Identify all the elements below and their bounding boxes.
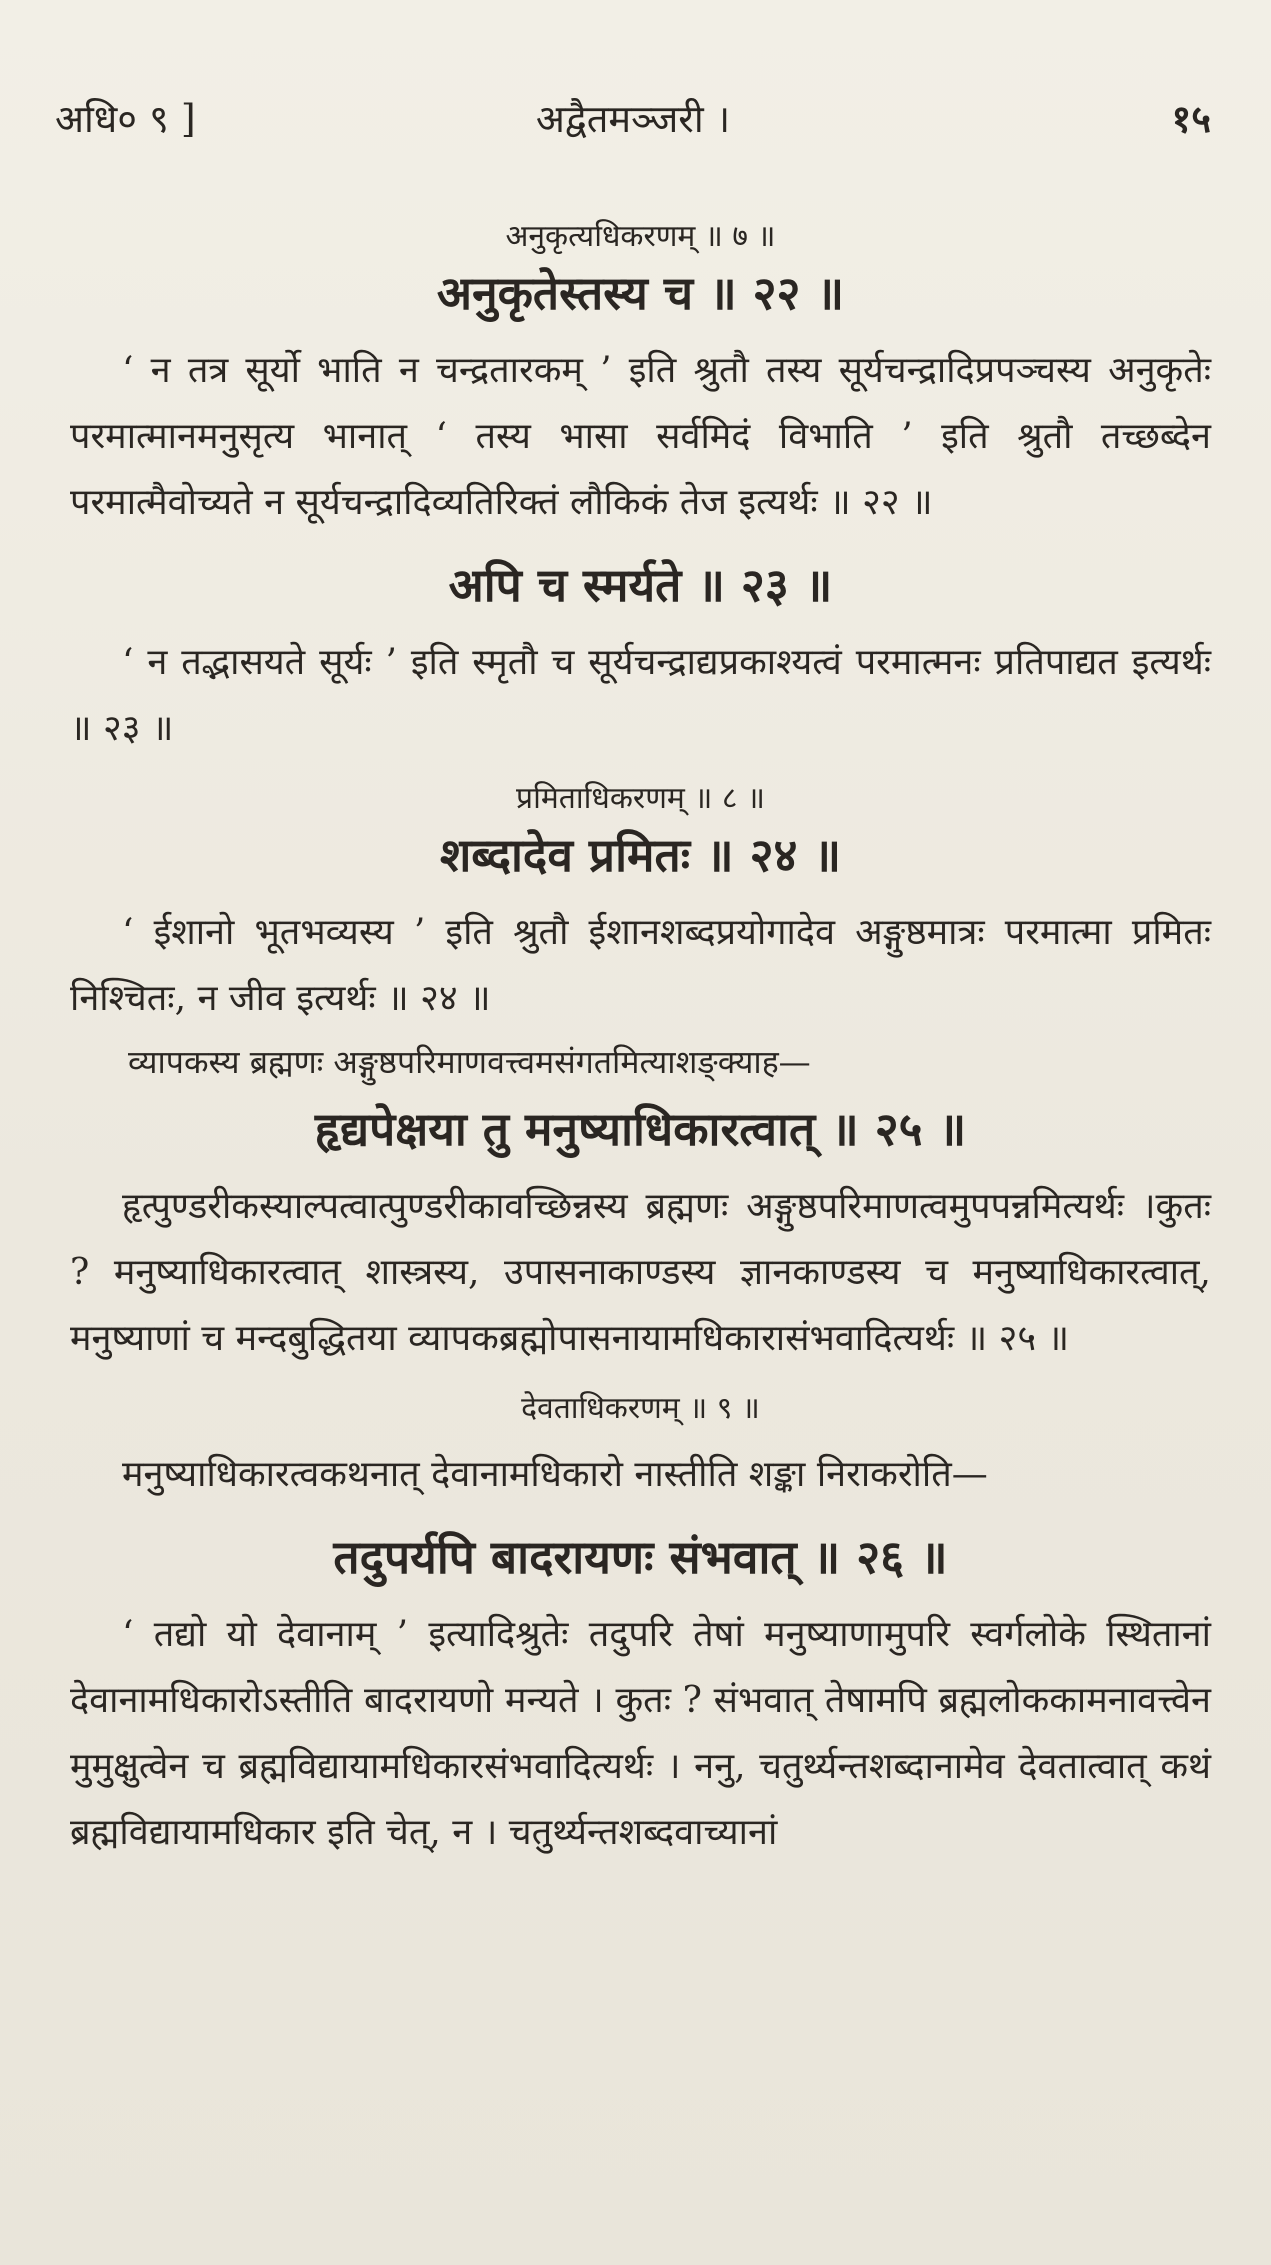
section-heading-8: प्रमिताधिकरणम् ॥ ८ ॥: [516, 781, 765, 816]
chapter-reference: अधि० ९ ]: [55, 97, 196, 141]
introduction-26: मनुष्याधिकारत्वकथनात् देवानामधिकारो नास्तीति शङ्का निराकरोति—: [122, 1454, 988, 1495]
running-header: [55, 92, 1211, 152]
commentary-25: हृत्पुण्डरीकस्याल्पत्वात्पुण्डरीकावच्छिन्नस्य ब्रह्मणः अङ्गुष्ठपरिमाणत्वमुपपन्नमित्यर्थः ।कुतः ? मनुष्याधिकारत्वात् शास्त्रस्य, उपासनाकाण्डस्य ज्ञानकाण्डस्य च मनुष्याधिकारत्वात्, मनुष्याणां च मन्दबुद्धितया व्यापकब्रह्मोपासनायामधिकारासंभवादित्यर्थः ॥ २५ ॥: [70, 1186, 1211, 1359]
sutra-23: अपि च स्मर्यते ॥ २३ ॥: [448, 558, 833, 612]
page-number: १५: [1171, 96, 1211, 141]
section-heading-9: देवताधिकरणम् ॥ ९ ॥: [521, 1391, 760, 1426]
sutra-22: अनुकृतेस्तस्य च ॥ २२ ॥: [436, 266, 845, 320]
sutra-24: शब्दादेव प्रमितः ॥ २४ ॥: [439, 828, 842, 882]
sutra-26: तदुपर्यपि बादरायणः संभवात् ॥ २६ ॥: [333, 1530, 948, 1584]
commentary-24: ‘ ईशानो भूतभव्यस्य ’ इति श्रुतौ ईशानशब्दप्रयोगादेव अङ्गुष्ठमात्रः परमात्मा प्रमितः निश्चितः, न जीव इत्यर्थः ॥ २४ ॥: [70, 912, 1211, 1019]
section-heading-7: अनुकृत्यधिकरणम् ॥ ७ ॥: [505, 219, 776, 254]
page-body: [70, 200, 1211, 1866]
commentary-23: ‘ न तद्भासयते सूर्यः ’ इति स्मृतौ च सूर्यचन्द्राद्यप्रकाश्यत्वं परमात्मनः प्रतिपाद्यत इत्यर्थः ॥ २३ ॥: [70, 642, 1211, 749]
introduction-25: व्यापकस्य ब्रह्मणः अङ्गुष्ठपरिमाणवत्त्वमसंगतमित्याशङ्क्याह—: [128, 1043, 811, 1081]
commentary-26: ‘ तद्यो यो देवानाम् ’ इत्यादिश्रुतेः तदुपरि तेषां मनुष्याणामुपरि स्वर्गलोके स्थितानां देवानामधिकारोऽस्तीति बादरायणो मन्यते । कुतः ? संभवात् तेषामपि ब्रह्मलोककामनावत्त्वेन मुमुक्षुत्वेन च ब्रह्मविद्यायामधिकारसंभवादित्यर्थः । ननु, चतुर्थ्यन्तशब्दानामेव देवतात्वात् कथं ब्रह्मविद्यायामधिकार इति चेत्, न । चतुर्थ्यन्तशब्दवाच्यानां: [70, 1614, 1211, 1853]
commentary-22: ‘ न तत्र सूर्यो भाति न चन्द्रतारकम् ’ इति श्रुतौ तस्य सूर्यचन्द्रादिप्रपञ्चस्य अनुकृतेः परमात्मानमनुसृत्य भानात् ‘ तस्य भासा सर्वमिदं विभाति ’ इति श्रुतौ तच्छब्देन परमात्मैवोच्यते न सूर्यचन्द्रादिव्यतिरिक्तं लौकिकं तेज इत्यर्थः ॥ २२ ॥: [70, 350, 1211, 523]
book-title: अद्वैतमञ्जरी ।: [535, 97, 731, 141]
sutra-25: हृद्यपेक्षया तु मनुष्याधिकारत्वात् ॥ २५ ॥: [314, 1102, 967, 1156]
